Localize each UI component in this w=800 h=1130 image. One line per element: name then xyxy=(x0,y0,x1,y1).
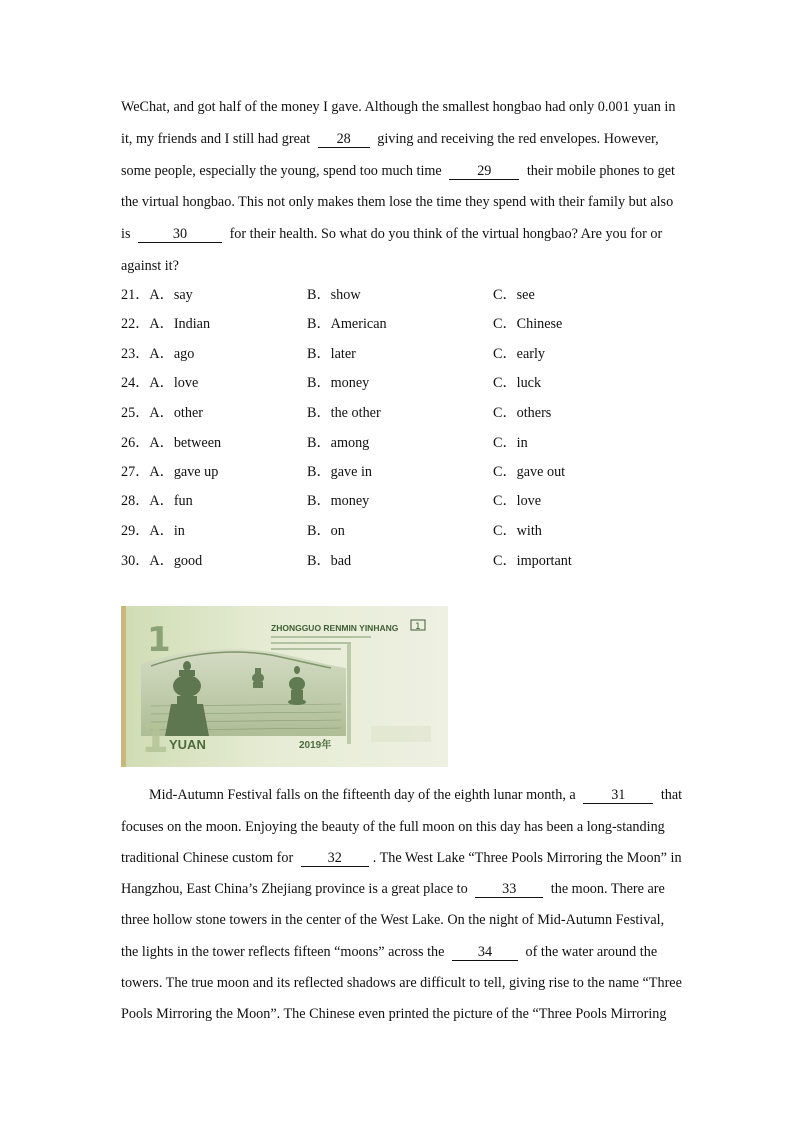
option-c: C．see xyxy=(493,287,535,303)
passage-line: focuses on the moon. Enjoying the beauty of the full moon on this day has been a long-standing xyxy=(121,819,665,835)
note-edge xyxy=(121,606,126,767)
option-b: B．bad xyxy=(307,553,352,569)
option-row xyxy=(121,552,681,570)
option-b: B．gave in xyxy=(307,464,373,480)
denomination-bottom: 1 xyxy=(141,716,169,762)
blank-32: 32 xyxy=(301,851,369,867)
text-fragment: Hangzhou, East China’s Zhejiang province is a great place to xyxy=(121,881,468,897)
text-fragment: is xyxy=(121,226,131,242)
blank-34: 34 xyxy=(452,945,518,961)
security-strip xyxy=(347,644,351,744)
option-c: C．Chinese xyxy=(493,316,563,332)
blank-29: 29 xyxy=(449,164,519,180)
text-fragment: that xyxy=(660,787,683,803)
passage-line xyxy=(121,162,675,180)
blank-31: 31 xyxy=(583,788,653,804)
serial-area xyxy=(371,726,431,742)
text-fragment: their mobile phones to get xyxy=(526,163,675,179)
passage-line xyxy=(121,130,659,148)
option-c: C．in xyxy=(493,435,528,451)
passage-line xyxy=(121,225,662,243)
option-row xyxy=(121,492,681,510)
option-a: 27．A．gave up xyxy=(121,464,219,480)
option-a: 22．A．Indian xyxy=(121,316,211,332)
option-c: C．early xyxy=(493,346,546,362)
option-a: 21．A．say xyxy=(121,287,193,303)
option-c: C．love xyxy=(493,493,542,509)
denomination-top: 1 xyxy=(147,620,171,660)
banknote-image xyxy=(121,606,448,767)
option-b: B．the other xyxy=(307,405,381,421)
option-a: 24．A．love xyxy=(121,375,199,391)
passage-line: Pools Mirroring the Moon”. The Chinese even printed the picture of the “Three Pools Mirroring xyxy=(121,1006,667,1022)
option-c: C．luck xyxy=(493,375,542,391)
small-denomination: 1 xyxy=(415,622,421,632)
passage-line xyxy=(121,880,665,898)
passage-line xyxy=(149,786,682,804)
bank-name: ZHONGGUO RENMIN YINHANG xyxy=(271,623,399,633)
option-c: C．with xyxy=(493,523,542,539)
text-fragment: Mid-Autumn Festival falls on the fifteenth day of the eighth lunar month, a xyxy=(149,787,576,803)
option-row xyxy=(121,286,681,304)
option-a: 29．A．in xyxy=(121,523,185,539)
option-row xyxy=(121,434,681,452)
option-row xyxy=(121,374,681,392)
text-fragment: giving and receiving the red envelopes. However, xyxy=(377,131,659,147)
option-a: 26．A．between xyxy=(121,435,222,451)
text-fragment: it, my friends and I still had great xyxy=(121,131,311,147)
passage-line: three hollow stone towers in the center of the West Lake. On the night of Mid-Autumn Festival, xyxy=(121,912,665,928)
option-c: C．others xyxy=(493,405,552,421)
option-b: B．show xyxy=(307,287,361,303)
option-b: B．money xyxy=(307,493,370,509)
blank-28: 28 xyxy=(318,132,370,148)
option-row xyxy=(121,522,681,540)
option-b: B．money xyxy=(307,375,370,391)
option-a: 23．A．ago xyxy=(121,346,195,362)
option-b: B．American xyxy=(307,316,387,332)
option-b: B．later xyxy=(307,346,356,362)
passage-line xyxy=(121,849,682,867)
option-row xyxy=(121,463,681,481)
option-c: C．gave out xyxy=(493,464,566,480)
text-fragment: some people, especially the young, spend too much time xyxy=(121,163,442,179)
option-b: B．among xyxy=(307,435,370,451)
blank-33: 33 xyxy=(475,882,543,898)
passage-line xyxy=(121,943,657,961)
unit-label: YUAN xyxy=(169,737,206,752)
text-fragment: traditional Chinese custom for xyxy=(121,850,294,866)
text-fragment: the lights in the tower reflects fifteen “moons” across the xyxy=(121,944,445,960)
text-fragment: of the water around the xyxy=(525,944,658,960)
text-fragment: the moon. There are xyxy=(550,881,665,897)
passage-line: WeChat, and got half of the money I gave. Although the smallest hongbao had only 0.001 yuan in xyxy=(121,99,676,115)
option-a: 28．A．fun xyxy=(121,493,193,509)
text-fragment: . The West Lake “Three Pools Mirroring the Moon” in xyxy=(372,850,682,866)
banknote-illustration xyxy=(121,606,448,767)
option-row xyxy=(121,315,681,333)
passage-line: the virtual hongbao. This not only makes them lose the time they spend with their family but also xyxy=(121,194,674,210)
option-row xyxy=(121,345,681,363)
option-a: 25．A．other xyxy=(121,405,203,421)
text-fragment: for their health. So what do you think of the virtual hongbao? Are you for or xyxy=(229,226,663,242)
option-c: C．important xyxy=(493,553,572,569)
passage-line: against it? xyxy=(121,258,179,274)
option-b: B．on xyxy=(307,523,345,539)
option-row xyxy=(121,404,681,422)
issue-year: 2019年 xyxy=(299,740,332,751)
passage-line: towers. The true moon and its reflected shadows are difficult to tell, giving rise to the name “Three xyxy=(121,975,682,991)
blank-30: 30 xyxy=(138,227,222,243)
option-a: 30．A．good xyxy=(121,553,203,569)
